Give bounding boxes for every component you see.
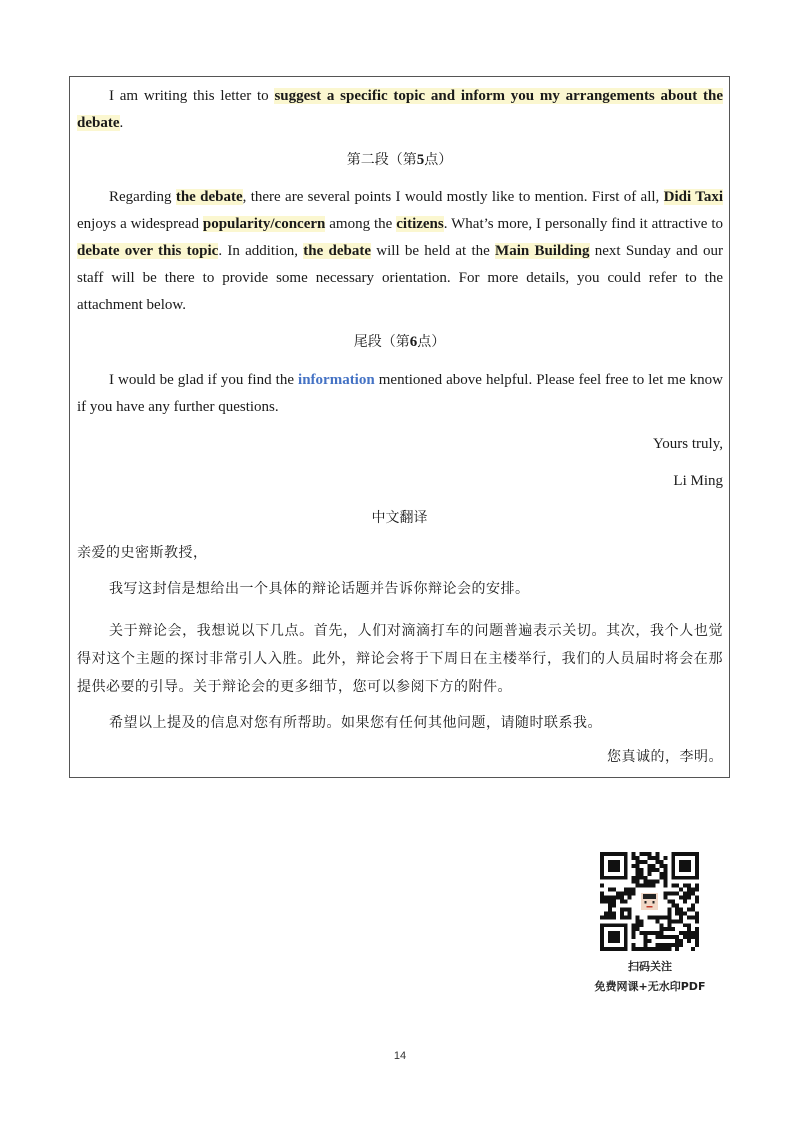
translation-closing: 您真诚的，李明。 (607, 749, 723, 765)
qr-caption-2: 免费网课+无水印PDF (594, 980, 706, 993)
qr-code-icon (600, 852, 699, 951)
highlight-run: suggest a specific topic and inform you my arrangements about the debate (77, 88, 723, 131)
qr-caption-1: 扫码关注 (628, 960, 672, 973)
translation-paragraph-3: 希望以上提及的信息对您有所帮助。如果您有任何其他问题，请随时联系我。 (109, 715, 602, 731)
section-heading-3 (70, 329, 729, 356)
text-run: , there are several points I would mostly like to mention. First of all, (242, 189, 664, 205)
highlight-run: the debate (175, 189, 243, 205)
translation-salutation: 亲爱的史密斯教授， (77, 545, 208, 561)
page-number: 14 (393, 1050, 407, 1062)
heading-number: 6 (409, 334, 418, 350)
text-run: . In addition, (218, 243, 304, 259)
highlight-run: popularity/concern (202, 216, 326, 232)
heading-text: 点） (417, 334, 446, 350)
letter-paragraph-2 (77, 184, 723, 319)
text-run: I am writing this letter to (109, 88, 275, 104)
letter-paragraph-1 (77, 83, 723, 137)
text-run: mentioned above helpful. Please feel free to let me know if you have any further questions. (77, 372, 723, 415)
text-run: among the (325, 216, 397, 232)
text-run: next Sunday and our staff will be there to provide some necessary orientation. For more details, you could refer to the attachment below. (77, 243, 724, 313)
qr-code-graphic (600, 852, 699, 951)
section-heading-2 (70, 147, 729, 174)
text-run: enjoys a widespread (77, 216, 203, 232)
heading-text: 点） (424, 152, 453, 168)
heading-text: 尾段（第 (353, 334, 410, 350)
text-run: I would be glad if you find the (109, 372, 299, 388)
highlight-run: citizens (396, 216, 444, 232)
text-run: . What’s more, I personally find it attractive to (443, 216, 723, 232)
translation-title: 中文翻译 (371, 510, 428, 526)
highlight-run: Main Building (495, 243, 590, 259)
highlight-run: debate over this topic (77, 243, 219, 259)
highlight-run: Didi Taxi (663, 189, 724, 205)
text-run: Regarding (109, 189, 176, 205)
highlight-run: the debate (303, 243, 372, 259)
letter-signature: Li Ming (673, 473, 723, 489)
translation-paragraph-2: 关于辩论会，我想说以下几点。首先，人们对滴滴打车的问题普遍表示关切。其次，我个人也觉得对这个主题的探讨非常引人入胜。此外，辩论会将于下周日在主楼举行，我们的人员届时将会在那提供必要的引导。关于辩论会的更多细节，您可以参阅下方的附件。 (77, 623, 723, 695)
translation-paragraph-1: 我写这封信是想给出一个具体的辩论话题并告诉你辩论会的安排。 (109, 581, 530, 597)
heading-text: 第二段（第 (346, 152, 417, 168)
text-run: will be held at the (371, 243, 496, 259)
blue-highlight-run: information (298, 372, 375, 388)
letter-closing: Yours truly, (652, 436, 723, 452)
letter-paragraph-3 (77, 367, 723, 421)
heading-number: 5 (416, 152, 425, 168)
letter-box (69, 76, 730, 778)
text-run: . (119, 115, 124, 131)
